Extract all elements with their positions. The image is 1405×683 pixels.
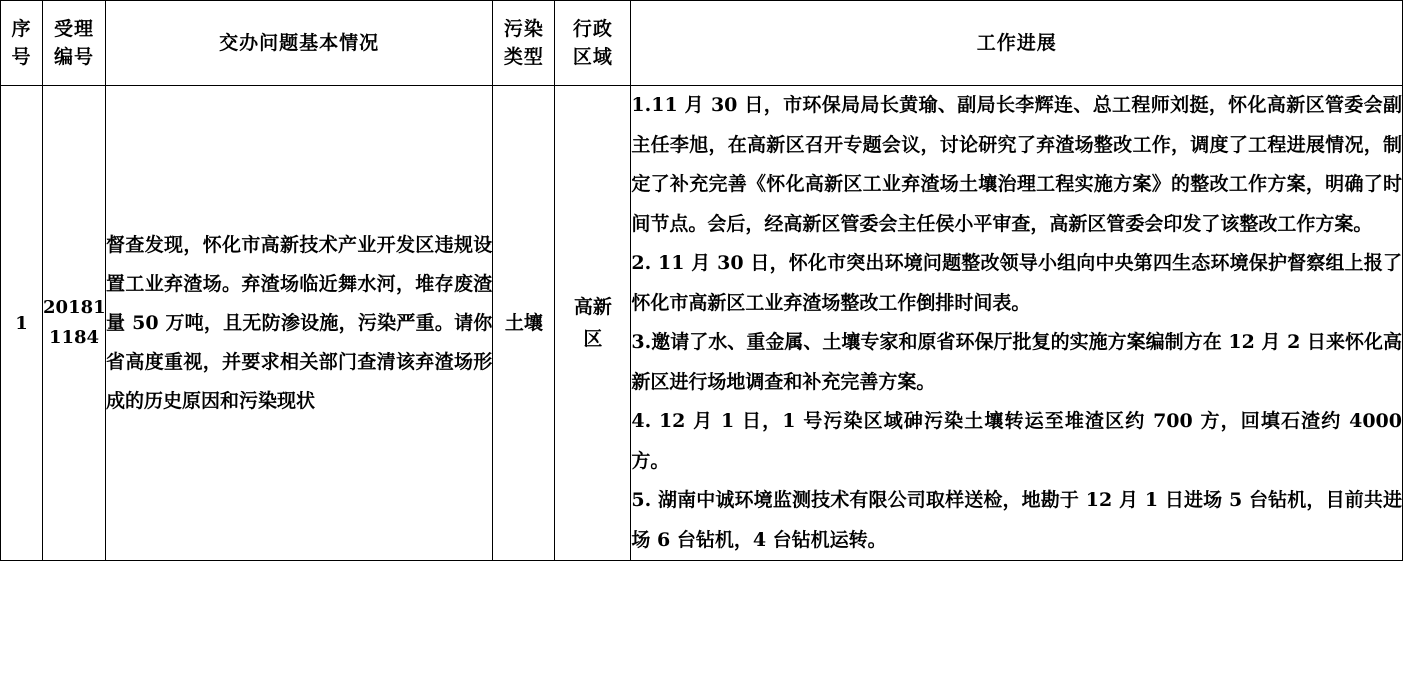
progress-item: 2. 11 月 30 日，怀化市突出环境问题整改领导小组向中央第四生态环境保护督察组上报了怀化市高新区工业弃渣场整改工作倒排时间表。: [631, 252, 1402, 314]
cell-administrative-area-line2: 区: [583, 328, 603, 350]
cell-case-number-line1: 20181: [43, 297, 106, 318]
header-work-progress: 工作进展: [631, 1, 1403, 86]
header-case-number: [43, 1, 106, 86]
cell-case-number-line2: 1184: [48, 327, 100, 348]
progress-item: 3.邀请了水、重金属、土壤专家和原省环保厅批复的实施方案编制方在 12 月 2 日来怀化高新区进行场地调查和补充完善方案。: [631, 331, 1402, 393]
cell-administrative-area-line1: 高新: [573, 296, 612, 318]
header-pollution-type: [493, 1, 555, 86]
header-sequence-line1: 序: [11, 18, 32, 40]
cell-case-number: [43, 86, 106, 561]
header-pollution-type-line1: 污染: [503, 18, 544, 40]
cell-work-progress: [631, 86, 1403, 561]
cell-pollution-type: 土壤: [493, 86, 555, 561]
header-sequence-line2: 号: [11, 46, 32, 68]
header-administrative-area-line2: 区域: [572, 46, 613, 68]
header-pollution-type-line2: 类型: [503, 46, 544, 68]
progress-item: 1.11 月 30 日，市环保局局长黄瑜、副局长李辉连、总工程师刘挺，怀化高新区管委会副主任李旭，在高新区召开专题会议，讨论研究了弃渣场整改工作，调度了工程进展情况，制定了补充完善《怀化高新区工业弃渣场土壤治理工程实施方案》的整改工作方案，明确了时间节点。会后，经高新区管委会主任侯小平审查，高新区管委会印发了该整改工作方案。: [631, 94, 1402, 235]
cell-administrative-area: [555, 86, 631, 561]
header-administrative-area: [555, 1, 631, 86]
header-issue-description: 交办问题基本情况: [106, 1, 493, 86]
header-administrative-area-line1: 行政: [572, 18, 613, 40]
cell-sequence: 1: [1, 86, 43, 561]
header-sequence: [1, 1, 43, 86]
table-header-row: [1, 1, 1403, 86]
progress-item: 4. 12 月 1 日，1 号污染区域砷污染土壤转运至堆渣区约 700 方，回填石渣约 4000 方。: [631, 410, 1402, 472]
header-case-number-line1: 受理: [54, 18, 95, 40]
header-case-number-line2: 编号: [54, 46, 95, 68]
progress-item: 5. 湖南中诚环境监测技术有限公司取样送检，地勘于 12 月 1 日进场 5 台钻机，目前共进场 6 台钻机，4 台钻机运转。: [631, 489, 1402, 551]
table-row: [1, 86, 1403, 561]
cell-issue-description: 督查发现，怀化市高新技术产业开发区违规设置工业弃渣场。弃渣场临近舞水河，堆存废渣量 50 万吨，且无防渗设施，污染严重。请你省高度重视，并要求相关部门查清该弃渣场形成的历史原因和污染现状: [106, 86, 493, 561]
